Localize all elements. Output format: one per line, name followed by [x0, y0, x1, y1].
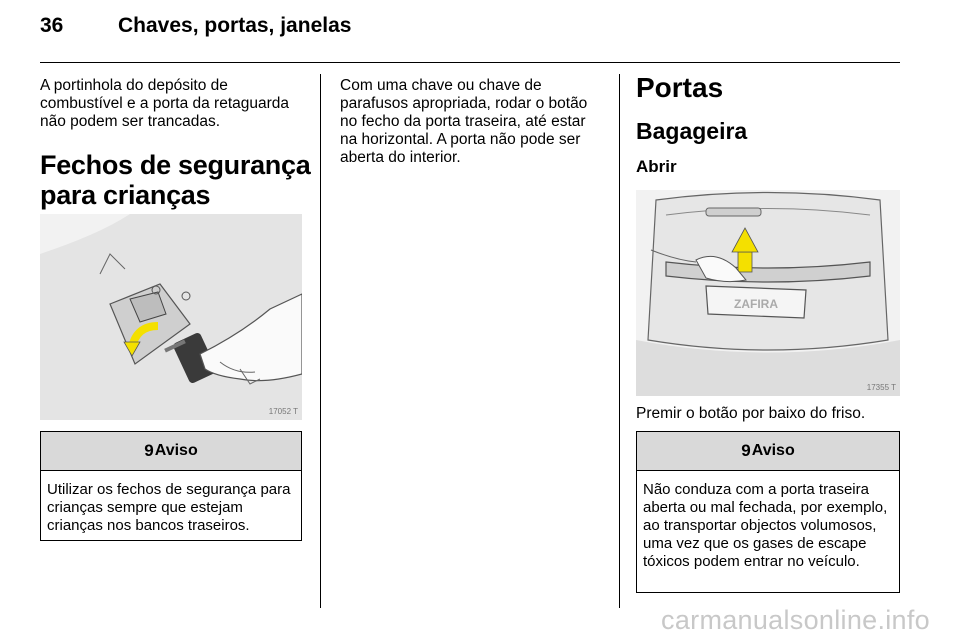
section-heading-child-locks: Fechos de segurança para crianças: [40, 150, 311, 210]
illustration-code: 17052 T: [268, 407, 298, 416]
tailgate-drawing: [636, 190, 900, 396]
warning-header: [41, 432, 301, 471]
subheading-open: Abrir: [636, 157, 677, 176]
warning-title: Aviso: [154, 442, 198, 459]
tailgate-illustration: [636, 190, 900, 396]
col3-paragraph: Premir o botão por baixo do friso.: [636, 405, 866, 422]
watermark: carmanualsonline.info: [661, 605, 930, 635]
warning-title: Aviso: [751, 442, 795, 459]
warning-text: Utilizar os fechos de segurança para crianças sempre que estejam crianças nos bancos traseiros.: [47, 481, 291, 534]
warning-header: [637, 432, 899, 471]
warning-box-child-locks: [40, 431, 302, 541]
warning-icon: 9: [144, 441, 154, 460]
child-lock-drawing: [40, 214, 302, 420]
column-divider-1: [320, 74, 321, 608]
warning-icon: 9: [741, 441, 751, 460]
page-number: 36: [40, 14, 64, 37]
header-divider: [40, 62, 900, 63]
child-lock-illustration: [40, 214, 302, 420]
badge-text: ZAFIRA: [734, 297, 778, 311]
illustration-code: 17355 T: [866, 383, 896, 392]
column-divider-2: [619, 74, 620, 608]
col2-paragraph: Com uma chave ou chave de parafusos apropriada, rodar o botão no fecho da porta traseira, até estar na horizontal. A porta não pode ser aberta do interior.: [340, 77, 588, 166]
col1-paragraph: A portinhola do depósito de combustível e a porta da retaguarda não podem ser trancadas.: [40, 77, 290, 130]
warning-box-tailgate: [636, 431, 900, 593]
page-title: Chaves, portas, janelas: [118, 14, 352, 37]
warning-text: Não conduza com a porta traseira aberta ou mal fechada, por exemplo, ao transportar objectos volumosos, uma vez que os gases de escape tóxicos podem entrar no veículo.: [643, 481, 888, 570]
subheading-tailgate: Bagageira: [636, 118, 748, 144]
section-heading-doors: Portas: [636, 72, 724, 103]
